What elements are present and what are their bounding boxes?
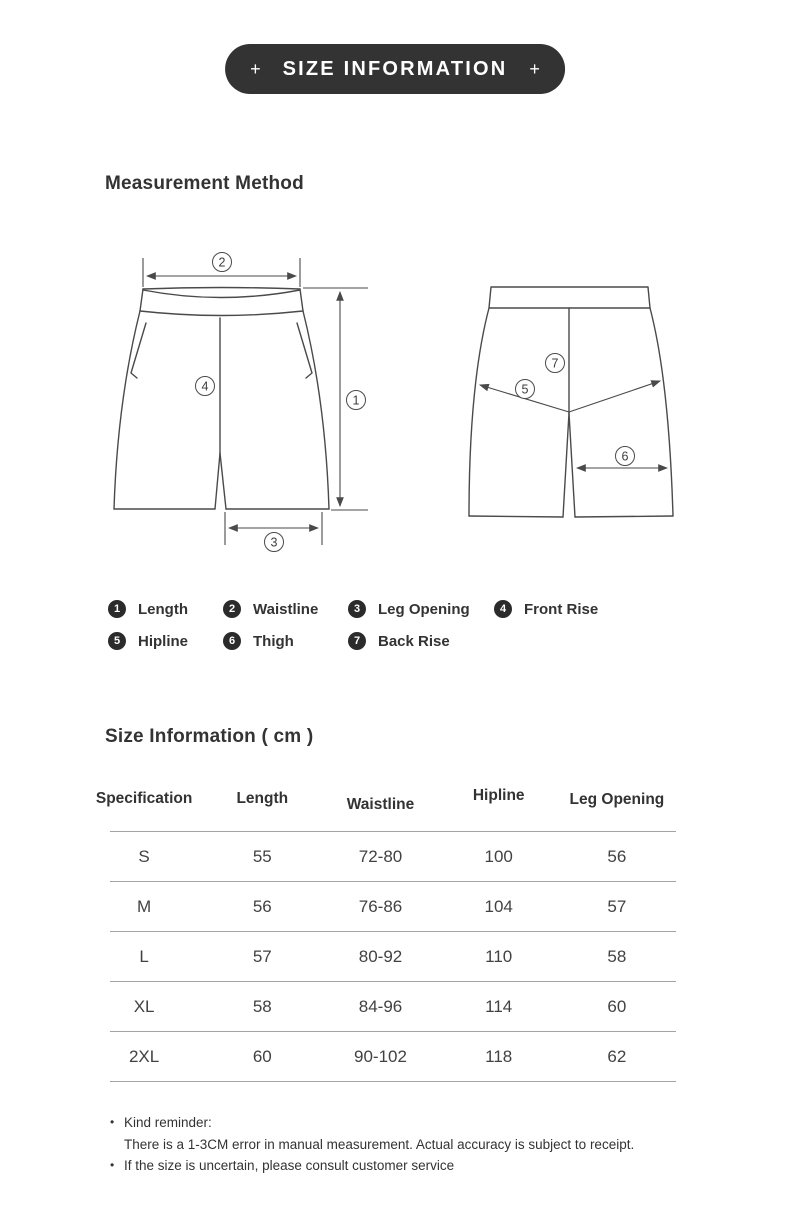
- size-cell: XL: [133, 996, 155, 1016]
- plus-icon: +: [250, 59, 261, 79]
- legend-number-badge: 2: [223, 600, 241, 618]
- legend-number-badge: 4: [494, 600, 512, 618]
- hipline-cell: 114: [485, 996, 513, 1016]
- svg-text:3: 3: [270, 535, 278, 550]
- size-table-header-row: [85, 788, 676, 831]
- size-table: [85, 788, 676, 1082]
- bullet-icon: •: [110, 1115, 115, 1129]
- measurement-arrows: [143, 255, 667, 545]
- footer-notes: [110, 1112, 690, 1177]
- legend-item-length: [108, 600, 188, 618]
- column-header: Hipline: [472, 787, 525, 804]
- consult-service-line: [110, 1155, 690, 1177]
- table-divider: [110, 1081, 676, 1082]
- waistline-cell: 76-86: [358, 896, 403, 916]
- hipline-cell: 118: [485, 1046, 513, 1066]
- legend-item-back-rise: [348, 632, 450, 650]
- length-cell: 60: [252, 1046, 272, 1066]
- waistline-cell: 80-92: [358, 946, 403, 966]
- plus-icon: +: [529, 59, 540, 79]
- legend-label: Length: [138, 600, 188, 618]
- hipline-cell: 100: [484, 846, 513, 866]
- legend-label: Back Rise: [378, 632, 450, 650]
- column-header: Waistline: [346, 796, 415, 813]
- right-pocket-line: [297, 323, 312, 378]
- measurement-legend: [108, 600, 668, 652]
- length-cell: 58: [252, 996, 272, 1016]
- legend-label: Leg Opening: [378, 600, 470, 618]
- hipline-cell: 110: [485, 946, 513, 966]
- kind-reminder-body: There is a 1-3CM error in manual measurement. Actual accuracy is subject to receipt.: [124, 1136, 635, 1152]
- size-cell: 2XL: [128, 1046, 160, 1066]
- legend-item-thigh: [223, 632, 294, 650]
- leg-opening-cell: 60: [607, 996, 627, 1016]
- svg-text:1: 1: [352, 393, 360, 408]
- label-length: [347, 391, 366, 410]
- table-row-m: [85, 882, 676, 931]
- table-row-xl: [85, 982, 676, 1031]
- leg-opening-cell: 58: [607, 946, 627, 966]
- legend-label: Waistline: [253, 600, 319, 618]
- legend-number-badge: 7: [348, 632, 366, 650]
- left-pocket-line: [131, 323, 146, 378]
- length-cell: 56: [252, 896, 272, 916]
- table-row-2xl: [85, 1032, 676, 1081]
- label-leg-opening: [265, 533, 284, 552]
- legend-label: Thigh: [253, 632, 294, 650]
- legend-label: Hipline: [138, 632, 189, 650]
- svg-text:4: 4: [201, 379, 209, 394]
- label-back-rise: [546, 354, 565, 373]
- legend-item-waistline: [223, 600, 318, 618]
- legend-item-hipline: [108, 632, 188, 650]
- label-waistline: [213, 253, 232, 272]
- kind-reminder-line: [110, 1112, 690, 1134]
- kind-reminder-body-line: [110, 1134, 690, 1156]
- back-shorts-outline: [469, 287, 673, 517]
- size-information-title: Size Information ( cm ): [105, 726, 314, 747]
- hipline-cell: 104: [484, 896, 513, 916]
- size-cell: L: [139, 946, 149, 966]
- svg-text:6: 6: [621, 449, 629, 464]
- size-information-banner: [225, 44, 565, 94]
- waistline-cell: 72-80: [358, 846, 403, 866]
- length-cell: 55: [252, 846, 272, 866]
- banner-title: SIZE INFORMATION: [282, 57, 508, 80]
- legend-number-badge: 6: [223, 632, 241, 650]
- legend-number-badge: 5: [108, 632, 126, 650]
- consult-service-text: If the size is uncertain, please consult customer service: [124, 1158, 455, 1173]
- front-shorts-outline: [114, 288, 329, 510]
- svg-text:2: 2: [218, 255, 226, 270]
- size-cell: S: [138, 846, 150, 866]
- table-row-s: [85, 832, 676, 881]
- legend-item-leg-opening: [348, 600, 470, 618]
- measurement-method-title: Measurement Method: [105, 173, 304, 194]
- leg-opening-cell: 62: [607, 1046, 627, 1066]
- legend-number-badge: 3: [348, 600, 366, 618]
- column-header: Specification: [95, 790, 193, 807]
- column-header: Length: [236, 790, 289, 807]
- label-hipline: [516, 380, 535, 399]
- size-cell: M: [137, 896, 152, 916]
- legend-number-badge: 1: [108, 600, 126, 618]
- label-thigh: [616, 447, 635, 466]
- waistline-cell: 84-96: [358, 996, 403, 1016]
- length-cell: 57: [252, 946, 272, 966]
- label-front-rise: [196, 377, 215, 396]
- svg-text:5: 5: [521, 382, 529, 397]
- kind-reminder-title: Kind reminder:: [124, 1115, 212, 1130]
- waistline-cell: 90-102: [354, 1046, 407, 1066]
- hipline-arrow-right: [569, 381, 660, 412]
- legend-item-front-rise: [494, 600, 598, 618]
- shorts-measurement-diagram: [0, 245, 790, 560]
- legend-label: Front Rise: [524, 600, 599, 618]
- svg-text:7: 7: [551, 356, 559, 371]
- table-row-l: [85, 932, 676, 981]
- leg-opening-cell: 56: [607, 846, 627, 866]
- bullet-icon: •: [110, 1158, 115, 1172]
- leg-opening-cell: 57: [607, 896, 627, 916]
- column-header: Leg Opening: [569, 791, 665, 808]
